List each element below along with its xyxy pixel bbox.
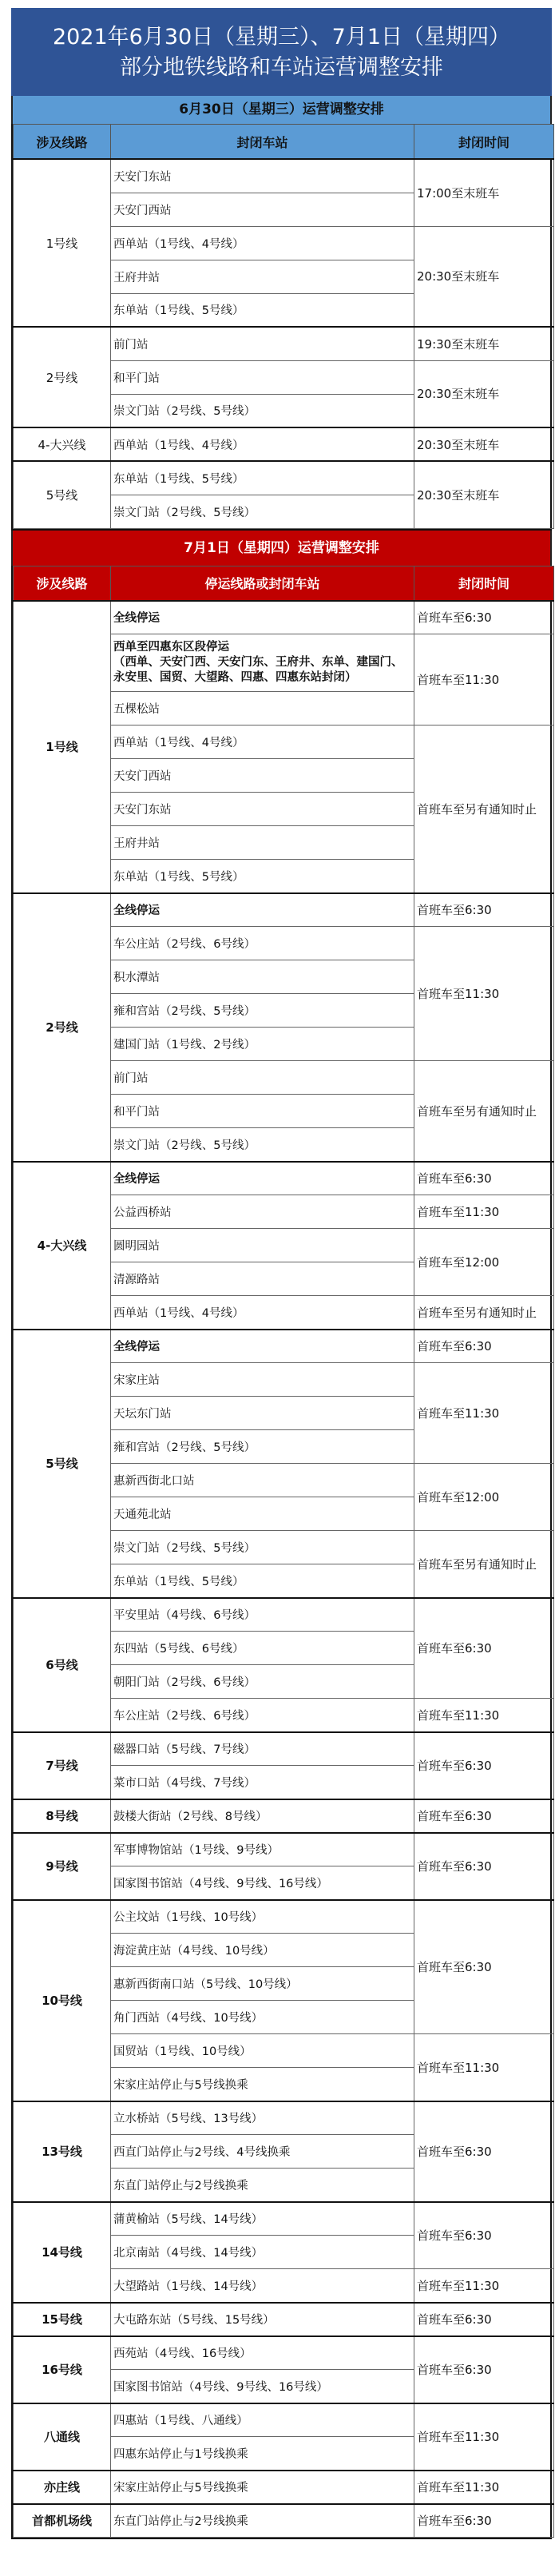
closure-time-cell: 首班车至6:30 [414,1162,554,1195]
station-cell: 和平门站 [111,1095,414,1128]
station-cell: 海淀黄庄站（4号线、10号线） [111,1934,414,1967]
station-cell: 车公庄站（2号线、6号线） [111,927,414,960]
station-cell: 西单站（1号线、4号线） [111,226,414,260]
closure-time-cell: 首班车至6:30 [414,2202,554,2269]
closure-time-cell: 首班车至6:30 [414,1833,554,1900]
line-name-cell: 4-大兴线 [14,427,111,461]
line-name-cell: 13号线 [14,2101,111,2202]
station-cell: 西单站（1号线、4号线） [111,427,414,461]
station-cell: 积水潭站 [111,960,414,994]
closure-time-cell: 首班车至6:30 [414,2336,554,2403]
station-cell: 天坛东门站 [111,1397,414,1430]
table-row [14,1330,554,1363]
station-cell [111,634,414,692]
station-cell: 天安门东站 [111,793,414,826]
station-cell: 天安门西站 [111,759,414,793]
line-name-cell: 5号线 [14,1330,111,1598]
station-cell: 圆明园站 [111,1229,414,1262]
document-title [11,8,552,96]
line-name-cell: 16号线 [14,2336,111,2403]
closure-time-cell: 20:30至末班车 [414,427,554,461]
header-line: 涉及线路 [14,125,111,160]
closure-time-cell: 首班车至6:30 [414,893,554,927]
table-row [14,1598,554,1632]
station-cell: 清源路站 [111,1262,414,1296]
station-closure-note: （西单、天安门西、天安门东、王府井、东单、建国门、永安里、国贸、大望路、四惠、四惠东站封闭） [113,656,403,684]
station-cell: 宋家庄站停止与5号线换乘 [111,2068,414,2101]
station-cell: 全线停运 [111,893,414,927]
july-schedule-table [13,566,554,2538]
closure-time-cell: 首班车至11:30 [414,1195,554,1229]
header-line: 涉及线路 [14,566,111,601]
line-name-cell: 15号线 [14,2303,111,2336]
table-row [14,427,554,461]
station-cell: 军事博物馆站（1号线、9号线） [111,1833,414,1866]
table-row [14,2101,554,2135]
table-row [14,2303,554,2336]
table-row [14,1833,554,1866]
station-cell: 雍和宫站（2号线、5号线） [111,1430,414,1464]
station-cell: 前门站 [111,1061,414,1095]
station-cell: 宋家庄站停止与5号线换乘 [111,2471,414,2504]
station-cell: 菜市口站（4号线、7号线） [111,1766,414,1799]
closure-time-cell: 首班车至11:30 [414,2034,554,2101]
closure-time-cell: 首班车至6:30 [414,1799,554,1833]
table-row [14,2403,554,2437]
july-section-heading: 7月1日（星期四）运营调整安排 [11,531,552,566]
june-schedule-table [13,124,554,529]
station-cell: 天安门西站 [111,193,414,226]
station-cell: 东直门站停止与2号线换乘 [111,2169,414,2202]
station-cell: 崇文门站（2号线、5号线） [111,1531,414,1564]
station-cell: 大屯路东站（5号线、15号线） [111,2303,414,2336]
closure-time-cell: 首班车至6:30 [414,601,554,634]
closure-time-cell: 首班车至11:30 [414,2471,554,2504]
table-row [14,461,554,495]
station-cell: 西直门站停止与2号线、4号线换乘 [111,2135,414,2169]
station-cell: 全线停运 [111,1330,414,1363]
line-name-cell: 2号线 [14,893,111,1162]
station-cell: 惠新西街南口站（5号线、10号线） [111,1967,414,2001]
station-cell: 蒲黄榆站（5号线、14号线） [111,2202,414,2236]
line-name-cell: 4-大兴线 [14,1162,111,1330]
closure-time-cell: 首班车至6:30 [414,1598,554,1699]
station-cell: 东直门站停止与2号线换乘 [111,2504,414,2538]
station-cell: 公主坟站（1号线、10号线） [111,1900,414,1934]
station-cell: 王府井站 [111,826,414,860]
station-cell: 惠新西街北口站 [111,1464,414,1497]
closure-time-cell: 首班车至6:30 [414,2303,554,2336]
station-cell: 东单站（1号线、5号线） [111,1564,414,1598]
station-cell: 立水桥站（5号线、13号线） [111,2101,414,2135]
table-row [14,2504,554,2538]
line-name-cell: 2号线 [14,327,111,427]
line-name-cell: 9号线 [14,1833,111,1900]
line-name-cell: 亦庄线 [14,2471,111,2504]
table-row [14,159,554,193]
closure-time-cell: 首班车至6:30 [414,2101,554,2202]
station-cell: 建国门站（1号线、2号线） [111,1028,414,1061]
station-cell: 车公庄站（2号线、6号线） [111,1699,414,1732]
station-closure-title: 西单至四惠东区段停运 [113,641,229,654]
line-name-cell: 5号线 [14,461,111,528]
header-station: 封闭车站 [111,125,414,160]
station-cell: 前门站 [111,327,414,360]
station-cell: 国家图书馆站（4号线、9号线、16号线） [111,1866,414,1900]
station-cell: 王府井站 [111,260,414,293]
june-section-heading: 6月30日（星期三）运营调整安排 [11,96,552,124]
closure-time-cell: 首班车至12:00 [414,1464,554,1531]
station-cell: 崇文门站（2号线、5号线） [111,495,414,528]
closure-time-cell: 首班车至6:30 [414,2504,554,2538]
station-cell: 北京南站（4号线、14号线） [111,2236,414,2269]
station-cell: 全线停运 [111,601,414,634]
line-name-cell: 八通线 [14,2403,111,2471]
closure-time-cell: 17:00至末班车 [414,159,554,226]
closure-time-cell: 首班车至另有通知时止 [414,1296,554,1330]
table-row [14,1799,554,1833]
closure-time-cell: 首班车至11:30 [414,634,554,725]
station-cell: 雍和宫站（2号线、5号线） [111,994,414,1028]
station-cell: 东单站（1号线、5号线） [111,461,414,495]
closure-time-cell: 首班车至11:30 [414,1363,554,1464]
closure-time-cell: 首班车至另有通知时止 [414,725,554,893]
station-cell: 国贸站（1号线、10号线） [111,2034,414,2068]
closure-time-cell: 首班车至6:30 [414,1732,554,1799]
closure-time-cell: 20:30至末班车 [414,360,554,427]
station-cell: 国家图书馆站（4号线、9号线、16号线） [111,2370,414,2403]
line-name-cell: 7号线 [14,1732,111,1799]
station-cell: 磁器口站（5号线、7号线） [111,1732,414,1766]
header-time: 封闭时间 [414,125,554,160]
station-cell: 公益西桥站 [111,1195,414,1229]
closure-time-cell: 20:30至末班车 [414,226,554,327]
line-name-cell: 1号线 [14,601,111,893]
table-row [14,1162,554,1195]
station-cell: 朝阳门站（2号线、6号线） [111,1665,414,1699]
closure-time-cell: 首班车至11:30 [414,927,554,1061]
station-cell: 东单站（1号线、5号线） [111,860,414,893]
station-cell: 五棵松站 [111,692,414,725]
table-row [14,327,554,360]
station-cell: 和平门站 [111,360,414,394]
closure-time-cell: 20:30至末班车 [414,461,554,528]
closure-time-cell: 首班车至6:30 [414,1330,554,1363]
station-cell: 西单站（1号线、4号线） [111,725,414,759]
line-name-cell: 10号线 [14,1900,111,2101]
closure-time-cell: 首班车至11:30 [414,1699,554,1732]
station-cell: 宋家庄站 [111,1363,414,1397]
station-cell: 四惠东站停止与1号线换乘 [111,2437,414,2471]
station-cell: 天安门东站 [111,159,414,193]
station-cell: 西单站（1号线、4号线） [111,1296,414,1330]
station-cell: 大望路站（1号线、14号线） [111,2269,414,2303]
table-row [14,2336,554,2370]
schedule-document [11,8,552,2539]
closure-time-cell: 首班车至6:30 [414,1900,554,2034]
table-row [14,2202,554,2236]
station-cell: 四惠站（1号线、八通线） [111,2403,414,2437]
closure-time-cell: 首班车至11:30 [414,2269,554,2303]
table-row [14,601,554,634]
station-cell: 西苑站（4号线、16号线） [111,2336,414,2370]
line-name-cell: 14号线 [14,2202,111,2303]
line-name-cell: 首都机场线 [14,2504,111,2538]
station-cell: 东单站（1号线、5号线） [111,293,414,327]
line-name-cell: 1号线 [14,159,111,327]
station-cell: 角门西站（4号线、10号线） [111,2001,414,2034]
line-name-cell: 6号线 [14,1598,111,1732]
line-name-cell: 8号线 [14,1799,111,1833]
closure-time-cell: 19:30至末班车 [414,327,554,360]
station-cell: 鼓楼大街站（2号线、8号线） [111,1799,414,1833]
header-station: 停运线路或封闭车站 [111,566,414,601]
title-line-1: 2021年6月30日（星期三）、7月1日（星期四） [52,25,511,50]
station-cell: 崇文门站（2号线、5号线） [111,394,414,427]
table-row [14,1900,554,1934]
closure-time-cell: 首班车至12:00 [414,1229,554,1296]
title-line-2: 部分地铁线路和车站运营调整安排 [120,55,443,80]
table-row [14,1732,554,1766]
table-row [14,893,554,927]
station-cell: 天通苑北站 [111,1497,414,1531]
station-cell: 东四站（5号线、6号线） [111,1632,414,1665]
closure-time-cell: 首班车至11:30 [414,2403,554,2471]
station-cell: 全线停运 [111,1162,414,1195]
closure-time-cell: 首班车至另有通知时止 [414,1061,554,1162]
closure-time-cell: 首班车至另有通知时止 [414,1531,554,1598]
station-cell: 崇文门站（2号线、5号线） [111,1128,414,1162]
table-row [14,2471,554,2504]
station-cell: 平安里站（4号线、6号线） [111,1598,414,1632]
header-time: 封闭时间 [414,566,554,601]
